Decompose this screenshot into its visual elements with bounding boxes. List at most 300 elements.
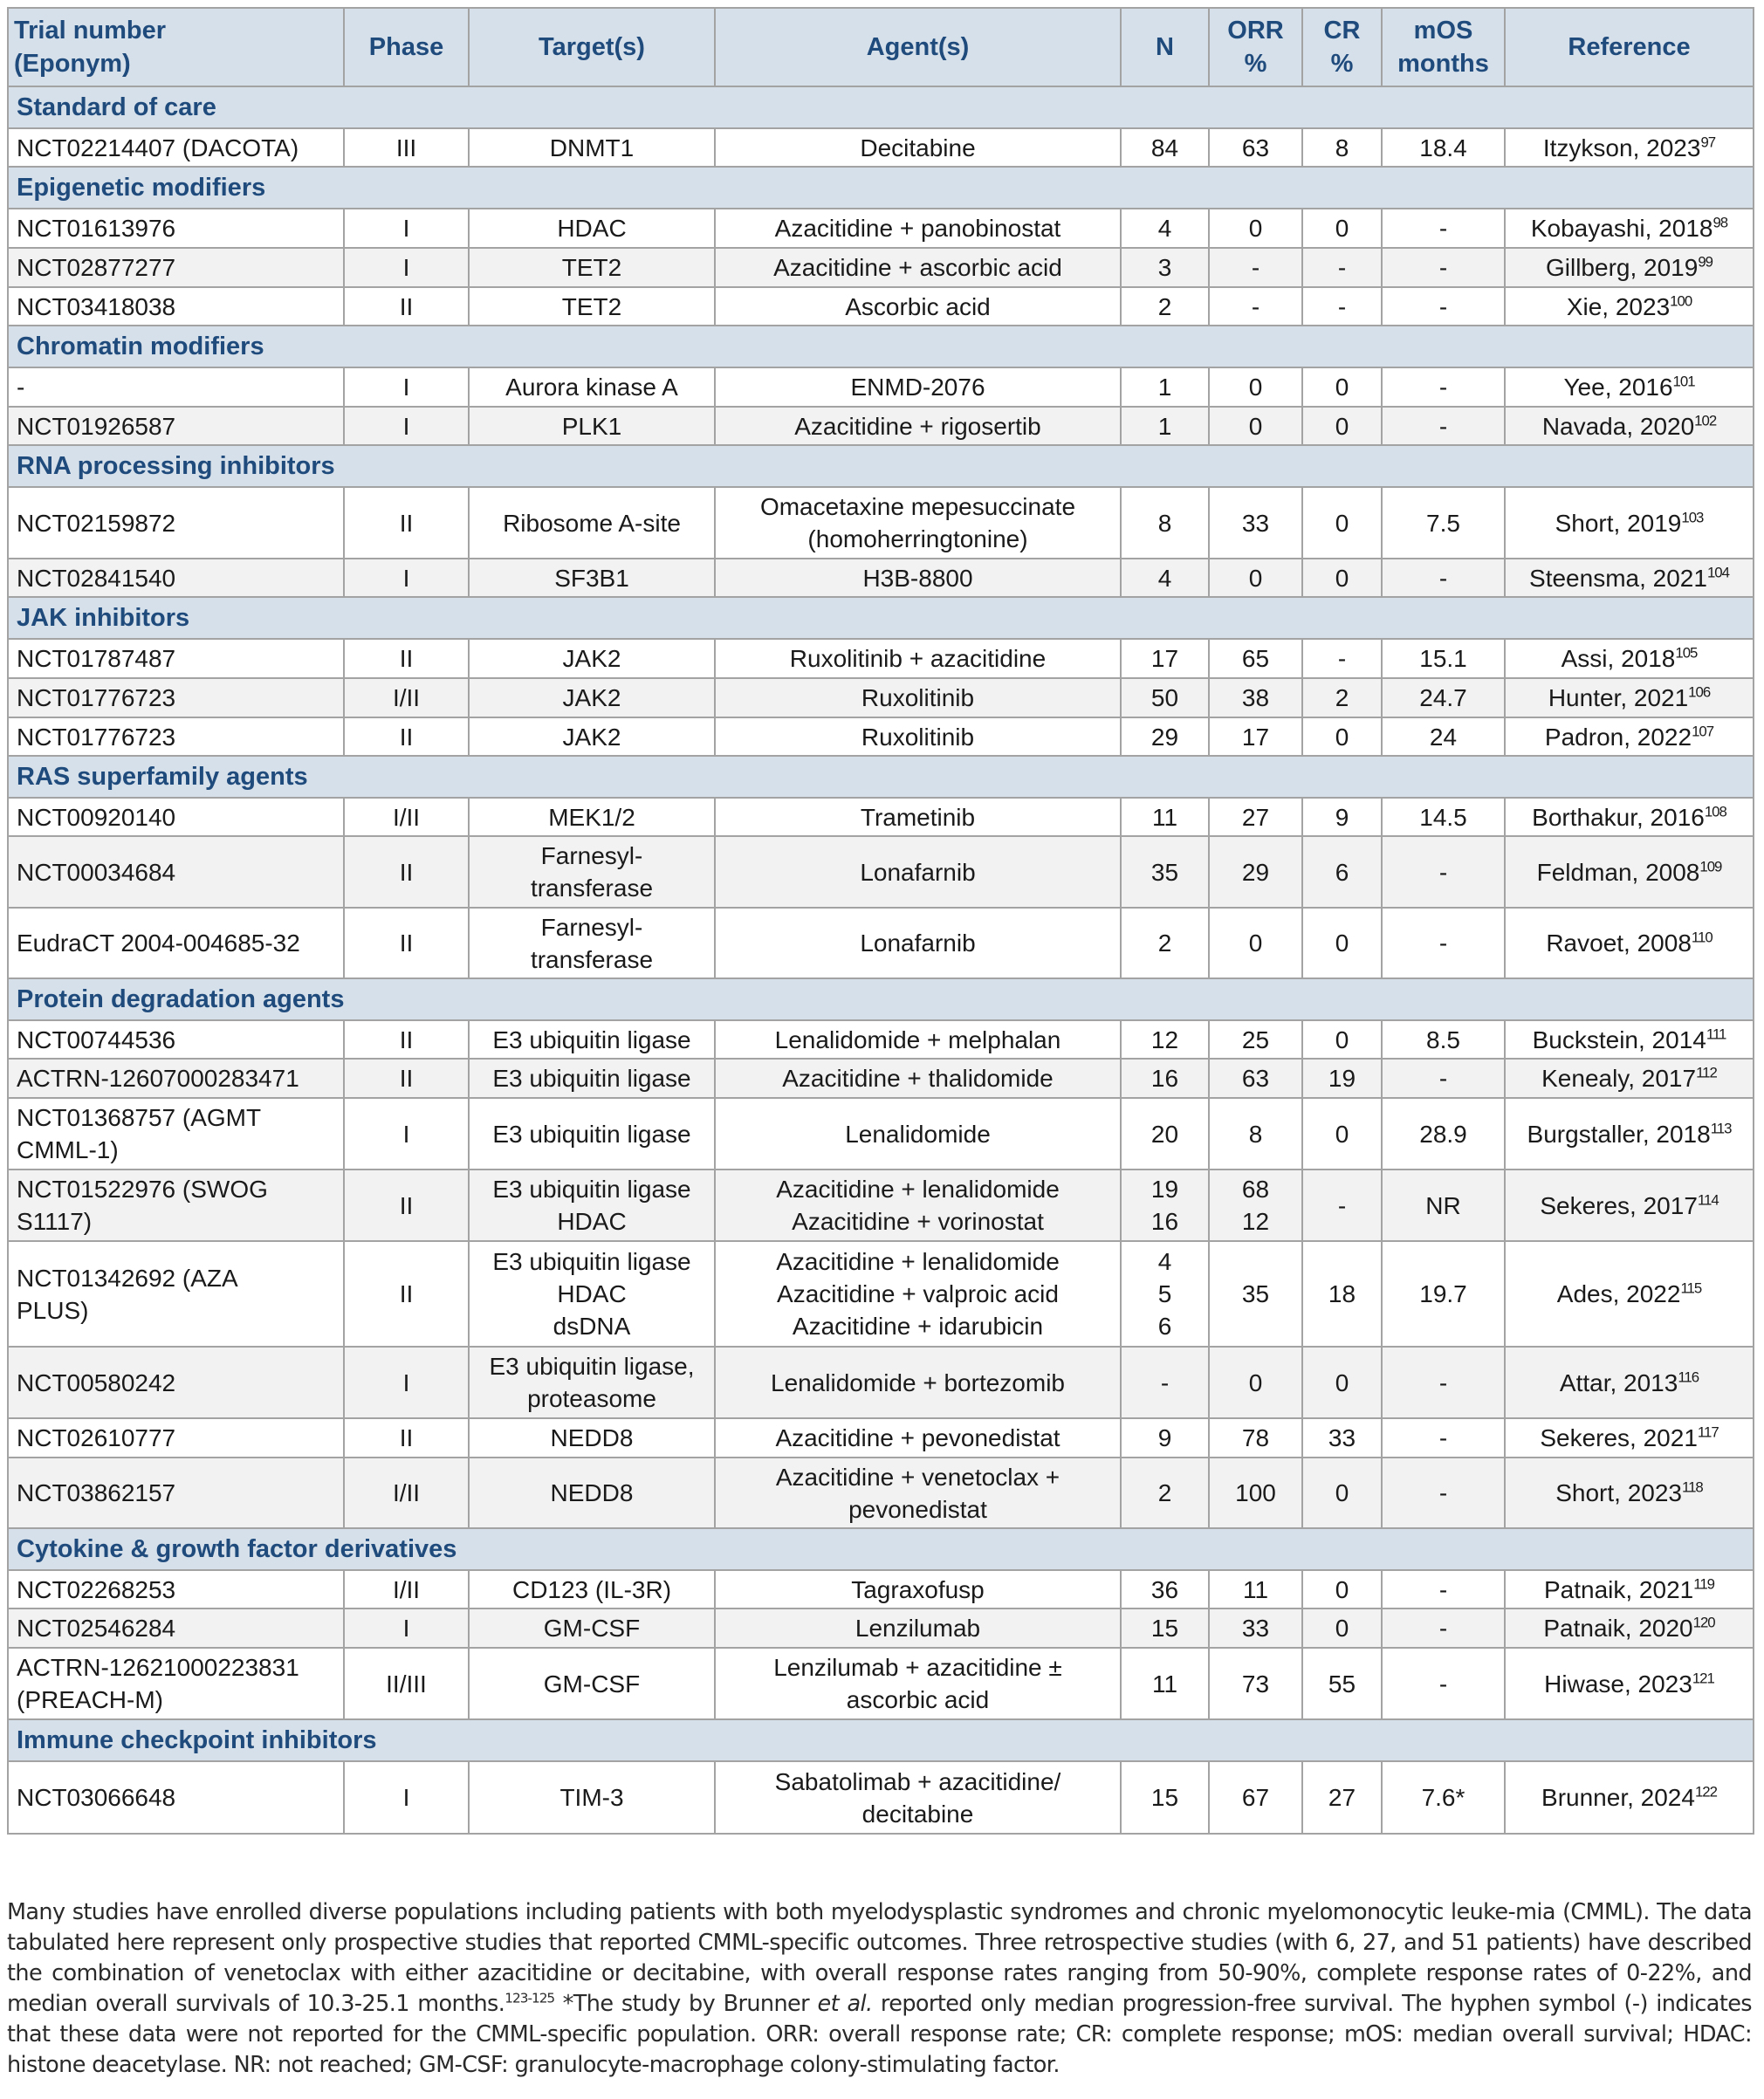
cell-n [1121,639,1209,678]
cell-agents-line: H3B-8800 [862,564,973,592]
table-row [8,128,1754,167]
cell-mos: - [1382,1418,1505,1458]
cell-reference [1505,559,1754,597]
cell-targets [469,1059,715,1098]
cell-mos: - [1382,559,1505,597]
reference-text: Ravoet, 2008 [1546,929,1692,957]
cell-orr [1209,639,1302,678]
cell-n [1121,487,1209,559]
cell-mos: 15.1 [1382,639,1505,678]
section-header-row [8,326,1754,367]
cell-reference [1505,287,1754,326]
header-agents: Agent(s) [715,8,1121,86]
cell-orr [1209,128,1302,167]
cell-mos: - [1382,367,1505,407]
cell-agents-line: Ruxolitinib + azacitidine [789,645,1047,672]
cell-cr: 0 [1302,1609,1382,1648]
section-header-row [8,1719,1754,1761]
table-row [8,1648,1754,1719]
cell-n-line: 1 [1157,412,1172,440]
reference-text: Short, 2019 [1555,509,1682,537]
cell-cr: 0 [1302,1570,1382,1609]
cell-orr [1209,407,1302,445]
cell-agents-line: Ascorbic acid [845,292,991,320]
cell-phase: II [344,717,469,756]
table-row [8,559,1754,597]
table-row [8,639,1754,678]
cell-n [1121,1648,1209,1719]
cell-trial-line: NCT01522976 (SWOG [17,1176,268,1203]
cell-mos: 7.6* [1382,1761,1505,1834]
cell-agents [715,678,1121,717]
cell-orr-line: 0 [1248,215,1263,242]
cell-trial-line: NCT00920140 [17,803,176,831]
cell-agents [715,248,1121,287]
reference-text: Xie, 2023 [1566,292,1671,320]
cell-n [1121,1458,1209,1528]
cell-targets-line: PLK1 [561,412,622,440]
table-row [8,678,1754,717]
cell-reference [1505,1347,1754,1418]
cell-agents-line: Ruxolitinib [861,684,975,711]
header-cr: CR % [1302,8,1382,86]
cell-agents [715,1458,1121,1528]
cell-targets-line: dsDNA [553,1313,631,1340]
cell-agents-line: ascorbic acid [846,1686,990,1713]
cell-agents [715,908,1121,978]
cell-targets-line: GM-CSF [543,1670,641,1698]
cell-orr [1209,1020,1302,1059]
cell-agents-line: Azacitidine + valproic acid [777,1280,1059,1307]
cell-phase: II [344,836,469,908]
cell-agents [715,717,1121,756]
cell-phase: I [344,559,469,597]
reference-text: Yee, 2016 [1563,374,1673,401]
reference-citation-number: 109 [1699,858,1722,875]
cell-targets-line: JAK2 [562,684,621,711]
cell-targets-line: SF3B1 [554,564,629,592]
cell-phase: I [344,1347,469,1418]
reference-citation-number: 114 [1697,1191,1719,1209]
reference-text: Hunter, 2021 [1548,684,1689,711]
cell-cr: 0 [1302,908,1382,978]
cell-n-line: 15 [1150,1615,1179,1642]
cell-orr [1209,1761,1302,1834]
cell-reference [1505,678,1754,717]
cell-reference [1505,1170,1754,1241]
cell-trial [8,1241,344,1347]
cell-orr-line: 29 [1241,858,1270,886]
cell-agents [715,836,1121,908]
cell-cr: 8 [1302,128,1382,167]
table-row [8,1347,1754,1418]
cell-targets-line: HDAC [557,1280,627,1307]
section-title: Cytokine & growth factor derivatives [8,1528,1754,1570]
reference-citation-number: 101 [1672,373,1695,390]
cell-targets [469,559,715,597]
header-orr: ORR % [1209,8,1302,86]
cell-cr: 19 [1302,1059,1382,1098]
cell-n-line: 3 [1157,254,1172,281]
cell-targets [469,1241,715,1347]
cell-trial [8,1609,344,1648]
cell-phase: I [344,1098,469,1170]
cell-n-line: 84 [1150,134,1179,161]
cell-trial-line: NCT02159872 [17,509,176,537]
cell-reference [1505,1761,1754,1834]
cell-trial [8,128,344,167]
cell-mos: - [1382,209,1505,248]
cell-targets-line: proteasome [527,1385,656,1412]
cell-trial [8,908,344,978]
cell-orr [1209,717,1302,756]
reference-citation-number: 122 [1694,1783,1717,1801]
cell-orr-line: 38 [1241,684,1270,711]
section-header-row [8,597,1754,639]
cell-orr-line: 0 [1248,374,1263,401]
cell-phase: II [344,639,469,678]
reference-text: Buckstein, 2014 [1532,1025,1706,1053]
cell-reference [1505,639,1754,678]
cell-phase: I/II [344,798,469,836]
table-row [8,908,1754,978]
cell-orr-line: 63 [1241,134,1270,161]
cell-agents [715,1347,1121,1418]
cell-n-line: 20 [1150,1120,1179,1148]
cell-orr [1209,1170,1302,1241]
cell-targets-line: HDAC [557,215,627,242]
cell-trial [8,798,344,836]
table-row [8,1241,1754,1347]
cell-agents-line: Sabatolimab + azacitidine/ [774,1767,1061,1795]
table-row [8,209,1754,248]
cell-targets [469,128,715,167]
cell-orr [1209,1347,1302,1418]
cell-agents-line: Azacitidine + panobinostat [774,215,1061,242]
cell-targets-line: E3 ubiquitin ligase, [489,1353,695,1380]
cell-orr-line: 25 [1241,1025,1270,1053]
header-reference: Reference [1505,8,1754,86]
reference-citation-number: 111 [1706,1025,1726,1043]
cell-targets [469,1418,715,1458]
cell-trial-line: NCT02268253 [17,1575,176,1603]
cell-phase: I [344,248,469,287]
cell-reference [1505,1020,1754,1059]
cell-agents-line: Omacetaxine mepesuccinate [759,493,1076,520]
reference-citation-number: 105 [1675,644,1698,662]
cell-trial-line: NCT02214407 (DACOTA) [17,134,299,161]
cell-targets-line: transferase [530,875,654,902]
section-header-row [8,445,1754,487]
cell-targets [469,639,715,678]
cell-targets-line: E3 ubiquitin ligase [492,1025,691,1053]
cell-agents-line: ENMD-2076 [850,374,985,401]
cell-agents-line: Azacitidine + lenalidomide [776,1176,1060,1203]
cell-trial [8,1458,344,1528]
cell-reference [1505,1458,1754,1528]
cell-n [1121,1418,1209,1458]
cell-targets [469,1458,715,1528]
reference-text: Short, 2023 [1555,1479,1682,1506]
cell-trial-line: NCT00580242 [17,1368,176,1396]
cell-agents [715,1098,1121,1170]
cell-trial-line: NCT01613976 [17,215,176,242]
reference-text: Assi, 2018 [1561,645,1676,672]
cell-n-line: 19 [1150,1176,1179,1203]
cell-orr [1209,487,1302,559]
table-row [8,1570,1754,1609]
cell-n [1121,287,1209,326]
cell-phase: I [344,407,469,445]
header-trial: Trial number (Eponym) [8,8,344,86]
cell-cr: 0 [1302,1347,1382,1418]
reference-citation-number: 108 [1704,803,1726,820]
section-title: RAS superfamily agents [8,756,1754,798]
cell-n [1121,128,1209,167]
cell-mos: 8.5 [1382,1020,1505,1059]
section-title: Standard of care [8,86,1754,128]
header-row [8,8,1754,86]
cell-n [1121,367,1209,407]
cell-agents-line: Azacitidine + pevonedistat [775,1424,1060,1451]
cell-orr [1209,367,1302,407]
cell-cr: 0 [1302,487,1382,559]
table-row [8,1761,1754,1834]
reference-citation-number: 116 [1678,1368,1699,1386]
cell-phase: II [344,487,469,559]
cell-orr-line: 27 [1241,803,1270,831]
cell-n [1121,1570,1209,1609]
cell-n-line: 12 [1150,1025,1179,1053]
cell-mos: 7.5 [1382,487,1505,559]
cell-orr-line: 35 [1241,1280,1270,1307]
section-title: RNA processing inhibitors [8,445,1754,487]
cell-orr-line: 68 [1241,1176,1270,1203]
cell-cr: - [1302,248,1382,287]
cell-targets-line: E3 ubiquitin ligase [492,1065,691,1092]
cell-n-line: 9 [1157,1424,1172,1451]
cell-n [1121,559,1209,597]
cell-n [1121,908,1209,978]
cell-mos: 18.4 [1382,128,1505,167]
cell-orr-line: 17 [1241,723,1270,751]
cell-n-line: 2 [1157,929,1172,957]
cell-cr: 0 [1302,1098,1382,1170]
cell-n-line: 1 [1157,374,1172,401]
footnote-text-1: Many studies have enrolled diverse populations including patients with both myelodysplastic syndromes and chronic myelomonocytic leuke-mia (CMML). The data tabulated here represent only prospective studies that reported CMML-specific outcomes. Three retrospective studies (with 6, 27, and 51 patients) have described the combination of venetoclax with either azacitidine or decitabine, with overall response rates ranging from 50-90%, complete response rates of 0-22%, and median overall survivals of 10.3-25.1 months. [7,1898,1752,2017]
table-row [8,248,1754,287]
cell-orr-line: 33 [1241,509,1270,537]
cell-agents [715,1020,1121,1059]
header-n: N [1121,8,1209,86]
cell-agents [715,1609,1121,1648]
cell-reference [1505,407,1754,445]
cell-trial-line: NCT03066648 [17,1784,176,1811]
cell-mos: - [1382,407,1505,445]
table-row [8,1098,1754,1170]
cell-cr: 0 [1302,1458,1382,1528]
cell-trial-line: PLUS) [17,1296,89,1324]
cell-cr: 2 [1302,678,1382,717]
cell-orr-line: 100 [1235,1479,1276,1506]
cell-targets [469,1570,715,1609]
cell-targets [469,209,715,248]
cell-trial [8,1418,344,1458]
cell-reference [1505,1059,1754,1098]
cell-agents [715,1059,1121,1098]
cell-targets [469,1098,715,1170]
cell-trial [8,1648,344,1719]
cell-trial [8,1020,344,1059]
cell-orr-line: 67 [1241,1784,1270,1811]
reference-text: Steensma, 2021 [1529,564,1707,592]
cell-orr [1209,1241,1302,1347]
cell-cr: 27 [1302,1761,1382,1834]
cell-agents [715,1648,1121,1719]
cell-mos: 28.9 [1382,1098,1505,1170]
cell-trial-line: NCT03862157 [17,1479,176,1506]
cell-trial-line: NCT01787487 [17,645,176,672]
cell-trial-line: NCT02841540 [17,564,176,592]
cell-n [1121,1761,1209,1834]
reference-citation-number: 102 [1694,412,1717,429]
cell-cr: 0 [1302,367,1382,407]
cell-phase: I [344,1761,469,1834]
reference-text: Patnaik, 2021 [1543,1575,1694,1603]
cell-targets [469,287,715,326]
cell-trial-line: - [17,374,25,401]
cell-agents-line: pevonedistat [848,1495,987,1523]
reference-citation-number: 100 [1670,292,1692,310]
cell-orr-line: 65 [1241,645,1270,672]
cell-agents [715,487,1121,559]
cell-phase: II [344,1418,469,1458]
cell-targets [469,407,715,445]
cell-agents [715,287,1121,326]
cell-orr [1209,1458,1302,1528]
cell-phase: II/III [344,1648,469,1719]
cell-agents-line: Azacitidine + ascorbic acid [773,254,1062,281]
cell-orr [1209,287,1302,326]
reference-citation-number: 97 [1700,134,1716,151]
reference-text: Ades, 2022 [1556,1280,1681,1307]
cell-cr: 0 [1302,1020,1382,1059]
cell-targets-line: transferase [530,945,654,973]
cell-reference [1505,717,1754,756]
reference-text: Sekeres, 2021 [1540,1424,1698,1451]
footnote-text-3: reported only median progression-free survival. The hyphen symbol (-) indicates that these data were not reported for the CMML-specific population. ORR: overall response rate; CR: complete response; mOS: median overall survival; HDAC: histone deacetylase. NR: not reached; GM-CSF: granulocyte-macrophage colony-stimulating factor. [7,1990,1752,2078]
cell-n-line: 35 [1150,858,1179,886]
reference-citation-number: 98 [1713,214,1728,231]
cell-orr [1209,209,1302,248]
cell-mos: - [1382,1648,1505,1719]
cell-orr [1209,1059,1302,1098]
cell-orr-line: 11 [1242,1575,1269,1603]
cell-targets-line: E3 ubiquitin ligase [492,1120,691,1148]
cell-n [1121,836,1209,908]
cell-cr: 9 [1302,798,1382,836]
reference-citation-number: 117 [1697,1423,1719,1441]
cell-mos: 14.5 [1382,798,1505,836]
cell-trial [8,287,344,326]
table-row [8,487,1754,559]
table-row [8,836,1754,908]
section-header-row [8,1528,1754,1570]
cell-cr: 0 [1302,717,1382,756]
header-phase: Phase [344,8,469,86]
cell-phase: I/II [344,1458,469,1528]
cell-orr [1209,678,1302,717]
table-row [8,1609,1754,1648]
table-row [8,1170,1754,1241]
cell-reference [1505,487,1754,559]
cell-reference [1505,1241,1754,1347]
cell-phase: II [344,287,469,326]
cell-reference [1505,1648,1754,1719]
cell-n-line: 50 [1150,684,1179,711]
table-footnote [7,1897,1752,2081]
cell-agents [715,1418,1121,1458]
table-row [8,287,1754,326]
table-row [8,717,1754,756]
reference-text: Kenealy, 2017 [1541,1065,1697,1092]
cell-orr-line: 73 [1241,1670,1270,1698]
cell-reference [1505,1418,1754,1458]
cell-orr [1209,1648,1302,1719]
cell-trial-line: S1117) [17,1208,93,1235]
cell-targets [469,487,715,559]
cell-targets [469,1761,715,1834]
cell-targets-line: Ribosome A-site [503,509,681,537]
cell-n-line: 36 [1150,1575,1179,1603]
reference-citation-number: 115 [1680,1279,1702,1297]
reference-text: Gillberg, 2019 [1545,254,1699,281]
cell-orr [1209,1098,1302,1170]
cell-n [1121,678,1209,717]
cell-phase: II [344,1241,469,1347]
cell-phase: I/II [344,1570,469,1609]
cell-orr [1209,248,1302,287]
cell-n-line: 2 [1157,292,1172,320]
cell-agents [715,1570,1121,1609]
cell-mos: - [1382,908,1505,978]
cell-reference [1505,908,1754,978]
cell-n-line: 15 [1150,1784,1179,1811]
cell-targets-line: TIM-3 [559,1784,624,1811]
cell-orr [1209,798,1302,836]
cell-targets-line: Aurora kinase A [505,374,678,401]
cell-targets [469,1347,715,1418]
cell-n [1121,248,1209,287]
cell-trial-line: NCT01926587 [17,412,176,440]
cell-cr: - [1302,639,1382,678]
cell-reference [1505,1570,1754,1609]
cell-n-line: 5 [1157,1280,1172,1307]
cell-agents-line: Azacitidine + thalidomide [782,1065,1054,1092]
cell-targets [469,717,715,756]
cell-agents-line: Tagraxofusp [851,1575,985,1603]
cell-targets [469,1648,715,1719]
cell-orr-line: 12 [1241,1208,1270,1235]
cell-agents-line: (homoherringtonine) [807,525,1028,552]
cell-trial-line: EudraCT 2004-004685-32 [17,929,300,957]
cell-n [1121,1609,1209,1648]
cell-trial [8,1170,344,1241]
footnote-etal: et al. [817,1990,873,2017]
reference-text: Burgstaller, 2018 [1527,1120,1711,1148]
cell-cr: 55 [1302,1648,1382,1719]
cell-agents-line: Lonafarnib [860,929,976,957]
